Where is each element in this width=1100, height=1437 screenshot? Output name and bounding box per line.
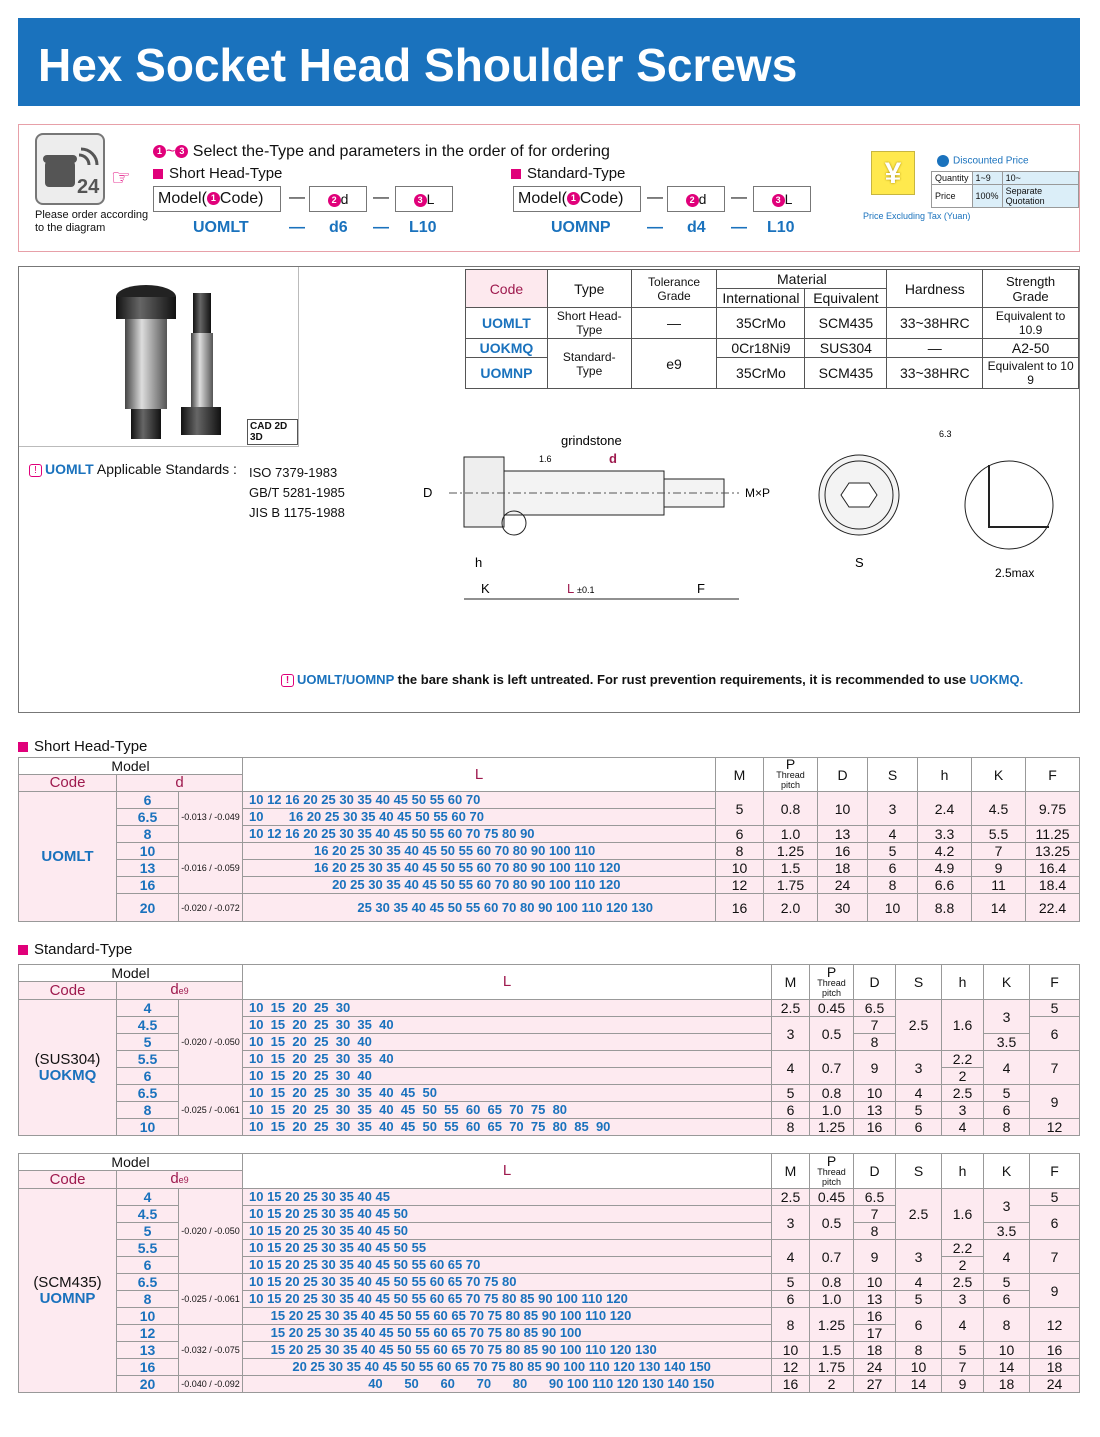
price-table: Quantity 1~9 10~ Price 100% Separate Quotation (931, 171, 1079, 208)
svg-text:L: L (567, 581, 575, 596)
standards-list: ISO 7379-1983 GB/T 5281-1985 JIS B 1175-1988 (249, 465, 345, 520)
std-d-box: 2 d (667, 186, 725, 212)
short-type-label: Short Head-Type (153, 165, 282, 182)
spec-panel (18, 266, 1080, 713)
short-head-table: Model L M P Thread pitch D S h K F Code d UOMLT 6 -0.013 / -0.049 10 12 16 20 25 30 35 40 45 50 55 60 70 5 0.8 10 3 2.4 4.5 9.75 6.5 10 16 20 25 30 35 40 45 50 55 60 70 8 10 12 16 20 25 30 35 40 45 50 55 60 70 75 80 90 6 1.0 13 4 3.3 5.5 11.25 10 -0.016 / -0.059 16 20 25 30 35 40 45 50 55 60 70 80 90 100 110 8 1.25 16 5 4.2 7 13.25 13 16 20 25 30 35 40 45 50 55 60 70 80 90 100 110 120 10 1.5 18 6 4.9 9 16.4 16 20 25 30 35 40 45 50 55 60 70 80 90 100 110 120 12 1.75 24 8 6.6 11 18.4 20 -0.020 / -0.072 25 30 35 40 45 50 55 60 70 80 90 100 110 120 130 16 2.0 30 10 8.8 14 22.4 (18, 757, 1080, 922)
order-note: Please order according to the diagram (35, 209, 149, 234)
svg-text:M×P: M×P (745, 486, 771, 500)
svg-text:24: 24 (77, 176, 100, 198)
yen-icon: ¥ (871, 151, 915, 195)
phone-24h-icon (35, 133, 105, 205)
std-L-box: 3 L (753, 186, 811, 212)
pointing-hand-icon: ☞ (111, 165, 131, 190)
technical-drawing (409, 417, 1089, 607)
svg-text:S: S (855, 555, 864, 570)
standard-type-label: Standard-Type (511, 165, 625, 182)
ordering-box: 24 ☞ Please order according to the diagram 1 ~ 3 Select the-Type and parameters in the order of for ordering Short Head-Type Model( 1 Code) — 2 d — 3 L UOMLT — d6 — L10 Standard-Type Model( 1 Code) — 2 d — 3 L UOMNP — d4 — L10 ¥ Price Excluding Tax (Yuan) Discounted Price Quantity 1~9 10~ Price 100% Separate Quotation (18, 124, 1080, 252)
short-model-box: Model( 1 Code) (153, 186, 281, 212)
page-title: Hex Socket Head Shoulder Screws (18, 18, 1080, 106)
svg-text:D: D (423, 485, 433, 500)
standard-sus304-table: Model L M P Thread pitch D S h K F Code de9 (SUS304) UOKMQ 4 -0.020 / -0.050 10 15 20 25 30 2.5 0.45 6.5 2.5 1.6 3 5 4.5 10 15 20 25 30 35 40 3 0.5 7 6 5 10 15 20 25 30 40 8 3.5 5.5 10 15 20 25 30 35 40 4 0.7 9 3 2.2 4 7 6 10 15 20 25 30 40 2 6.5 -0.025 / -0.061 10 15 20 25 30 35 40 45 50 5 0.8 10 4 2.5 5 9 8 10 15 20 25 30 35 40 45 50 55 60 65 70 75 80 6 1.0 13 5 3 6 10 10 15 20 25 30 35 40 45 50 55 60 65 70 75 80 85 90 8 1.25 16 6 4 8 12 (18, 964, 1080, 1136)
svg-text:K: K (481, 581, 490, 596)
svg-text:2.5max: 2.5max (995, 566, 1035, 580)
short-d-box: 2 d (309, 186, 367, 212)
cad-badge[interactable]: CAD 2D 3D (247, 419, 298, 445)
svg-text:±0.1: ±0.1 (577, 585, 595, 595)
svg-text:grindstone: grindstone (561, 433, 622, 448)
product-photo (19, 267, 299, 447)
standard-scm435-table: Model L M P Thread pitch D S h K F Code de9 (SCM435) UOMNP 4 -0.020 / -0.050 10 15 20 25 30 35 40 45 2.5 0.45 6.5 2.5 1.6 3 5 4.5 10 15 20 25 30 35 40 45 50 3 0.5 7 6 5 10 15 20 25 30 35 40 45 50 8 3.5 5.5 10 15 20 25 30 35 40 45 50 55 4 0.7 9 3 2.2 4 7 6 10 15 20 25 30 35 40 45 50 55 60 65 70 2 6.5 -0.025 / -0.061 10 15 20 25 30 35 40 45 50 55 60 65 70 75 80 5 0.8 10 4 2.5 5 9 8 10 15 20 25 30 35 40 45 50 55 60 65 70 75 80 85 90 100 110 120 6 1.0 13 5 3 6 10 15 20 25 30 35 40 45 50 55 60 65 70 75 80 85 90 100 110 120 8 1.25 16 6 4 8 12 12 -0.032 / -0.075 15 20 25 30 35 40 45 50 55 60 65 70 75 80 85 90 100 17 13 15 20 25 30 35 40 45 50 55 60 65 70 75 80 85 90 100 110 120 130 10 1.5 18 8 5 10 16 16 20 25 30 35 40 45 50 55 60 65 70 75 80 85 90 100 110 120 130 140 150 12 1.75 24 10 7 14 18 20 -0.040 / -0.092 40 50 60 70 80 90 100 110 120 130 140 150 16 2 27 14 9 18 24 (18, 1153, 1080, 1393)
std-model-box: Model( 1 Code) (513, 186, 641, 212)
svg-text:F: F (697, 581, 705, 596)
svg-text:1.6: 1.6 (539, 454, 552, 464)
rust-note: ! UOMLT/UOMNP the bare shank is left untreated. For rust prevention requirements, it is recommended to use UOKMQ. (281, 672, 1023, 687)
material-table: Code Type Tolerance Grade Material Hardness Strength Grade International Equivalent UOMLT Short Head-Type — 35CrMo SCM435 33~38HRC Equivalent to 10.9 UOKMQ Standard-Type e9 0Cr18Ni9 SUS304 — A2-50 UOMNP 35CrMo SCM435 33~38HRC Equivalent to 10 9 (465, 269, 1079, 389)
svg-text:h: h (475, 555, 483, 570)
svg-text:6.3: 6.3 (939, 429, 952, 439)
discount-title: Discounted Price (937, 155, 1029, 167)
svg-text:d: d (609, 451, 617, 466)
order-instruction: 1 ~ 3 Select the-Type and parameters in the order of for ordering (153, 143, 610, 161)
section-standard: Standard-Type (18, 941, 132, 958)
short-L-box: 3 L (395, 186, 453, 212)
section-short-head: Short Head-Type (18, 738, 147, 755)
standards-label: ! UOMLT Applicable Standards : (29, 461, 237, 477)
pitch-header: P Thread pitch (764, 758, 818, 792)
